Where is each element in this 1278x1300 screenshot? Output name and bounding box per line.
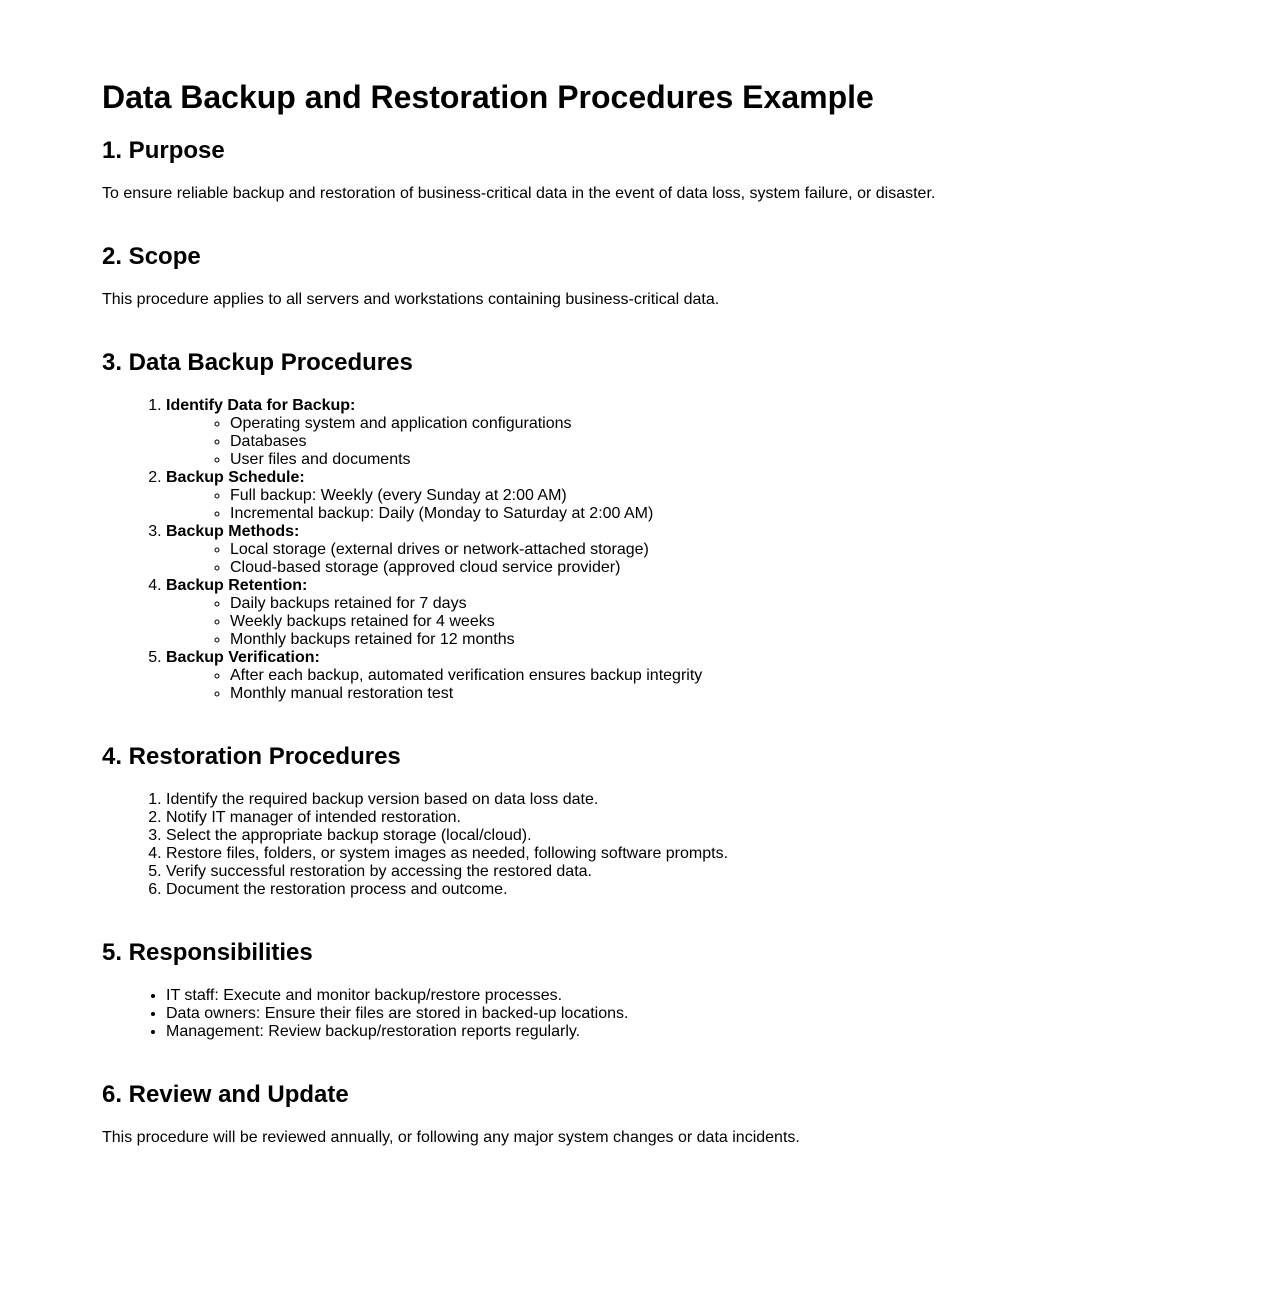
sub-list bbox=[166, 415, 1176, 469]
list-item: 3. Select the appropriate backup storage (local/cloud). bbox=[166, 827, 1176, 845]
section-text: This procedure applies to all servers and workstations containing business-critical data. bbox=[102, 291, 720, 308]
restoration-steps-list bbox=[102, 791, 1176, 899]
section-text: To ensure reliable backup and restoration of business-critical data in the event of data loss, system failure, or disaster. bbox=[102, 185, 936, 202]
responsibilities-list bbox=[102, 987, 1176, 1041]
sub-list-item: ◦ User files and documents bbox=[230, 451, 1176, 469]
sub-list bbox=[166, 667, 1176, 703]
sub-list bbox=[166, 541, 1176, 577]
list-item: 2. Notify IT manager of intended restoration. bbox=[166, 809, 1176, 827]
sub-list-item: ◦ Monthly manual restoration test bbox=[230, 685, 1176, 703]
section-heading: 3. Data Backup Procedures bbox=[102, 349, 413, 376]
sub-list-item: ◦ Local storage (external drives or network-attached storage) bbox=[230, 541, 1176, 559]
section-purpose bbox=[102, 137, 1176, 203]
sub-list-item: ◦ After each backup, automated verification ensures backup integrity bbox=[230, 667, 1176, 685]
section-text: This procedure will be reviewed annually, or following any major system changes or data incidents. bbox=[102, 1129, 800, 1146]
list-item: 5. Verify successful restoration by accessing the restored data. bbox=[166, 863, 1176, 881]
section-heading: 4. Restoration Procedures bbox=[102, 743, 401, 770]
sub-list-item: ◦ Daily backups retained for 7 days bbox=[230, 595, 1176, 613]
item-label: Backup Methods: bbox=[166, 523, 300, 540]
list-item bbox=[166, 523, 1176, 577]
section-responsibilities bbox=[102, 939, 1176, 1041]
backup-steps-list bbox=[102, 397, 1176, 703]
section-scope bbox=[102, 243, 1176, 309]
sub-list bbox=[166, 487, 1176, 523]
sub-list-item: ◦ Weekly backups retained for 4 weeks bbox=[230, 613, 1176, 631]
list-item bbox=[166, 397, 1176, 469]
sub-list-item: ◦ Monthly backups retained for 12 months bbox=[230, 631, 1176, 649]
section-heading: 2. Scope bbox=[102, 243, 201, 270]
section-restoration-procedures bbox=[102, 743, 1176, 899]
sub-list-item: ◦ Cloud-based storage (approved cloud service provider) bbox=[230, 559, 1176, 577]
list-item: 1. Identify the required backup version based on data loss date. bbox=[166, 791, 1176, 809]
item-label: Identify Data for Backup: bbox=[166, 397, 356, 414]
list-item bbox=[166, 469, 1176, 523]
list-item: • IT staff: Execute and monitor backup/restore processes. bbox=[166, 987, 1176, 1005]
section-heading: 1. Purpose bbox=[102, 137, 225, 164]
list-item bbox=[166, 649, 1176, 703]
list-item: • Management: Review backup/restoration reports regularly. bbox=[166, 1023, 1176, 1041]
sub-list-item: ◦ Operating system and application configurations bbox=[230, 415, 1176, 433]
section-heading: 5. Responsibilities bbox=[102, 939, 313, 966]
item-label: Backup Verification: bbox=[166, 649, 320, 666]
sub-list-item: ◦ Databases bbox=[230, 433, 1176, 451]
list-item: • Data owners: Ensure their files are stored in backed-up locations. bbox=[166, 1005, 1176, 1023]
sub-list-item: ◦ Full backup: Weekly (every Sunday at 2:00 AM) bbox=[230, 487, 1176, 505]
sub-list bbox=[166, 595, 1176, 649]
section-heading: 6. Review and Update bbox=[102, 1081, 349, 1108]
list-item: 4. Restore files, folders, or system images as needed, following software prompts. bbox=[166, 845, 1176, 863]
sub-list-item: ◦ Incremental backup: Daily (Monday to Saturday at 2:00 AM) bbox=[230, 505, 1176, 523]
section-backup-procedures bbox=[102, 349, 1176, 703]
item-label: Backup Schedule: bbox=[166, 469, 305, 486]
list-item bbox=[166, 577, 1176, 649]
page-title: Data Backup and Restoration Procedures Example bbox=[102, 79, 874, 115]
item-label: Backup Retention: bbox=[166, 577, 308, 594]
section-review-and-update bbox=[102, 1081, 1176, 1147]
list-item: 6. Document the restoration process and outcome. bbox=[166, 881, 1176, 899]
